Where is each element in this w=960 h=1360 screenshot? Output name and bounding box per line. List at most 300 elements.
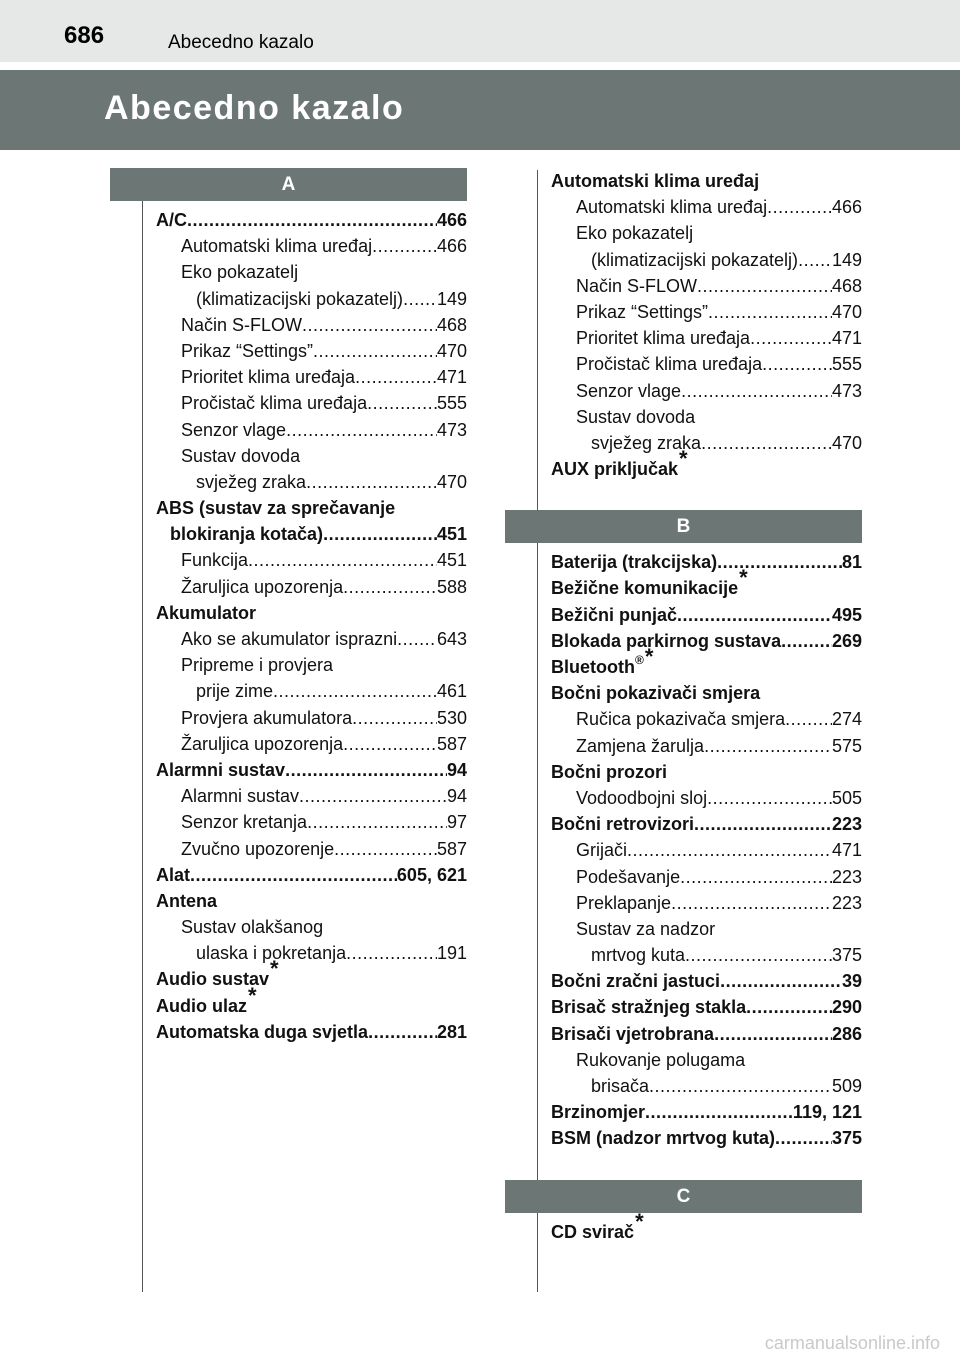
dot-leader	[323, 521, 437, 547]
dot-leader	[355, 364, 437, 390]
index-entry-text: Preklapanje	[576, 892, 672, 913]
index-entry-term	[181, 809, 307, 835]
dot-leader	[677, 602, 832, 628]
index-entry	[551, 1021, 862, 1047]
dot-leader	[368, 1019, 437, 1045]
index-entry-page: 530	[436, 707, 467, 728]
dot-leader	[708, 299, 832, 325]
dot-leader	[680, 864, 832, 890]
index-entry	[156, 259, 467, 285]
index-entry-text: BSM (nadzor mrtvog kuta)	[551, 1128, 776, 1149]
index-entry-term	[551, 644, 654, 680]
index-entry-page: 466	[436, 236, 467, 257]
index-entry	[551, 351, 862, 377]
index-entry-page: 555	[831, 354, 862, 375]
index-entry-term	[576, 837, 627, 863]
index-entry	[156, 207, 467, 233]
index-entry-page: 223	[831, 866, 862, 887]
index-entry	[551, 549, 862, 575]
index-entry-text: AUX priključak	[551, 459, 679, 480]
index-entry-term	[170, 521, 323, 547]
index-entry-term	[181, 390, 367, 416]
index-entry-term	[156, 207, 187, 233]
index-entry-list	[551, 168, 862, 482]
dot-leader	[372, 233, 437, 259]
index-entry-page: 473	[436, 419, 467, 440]
index-entry	[551, 706, 862, 732]
index-entry-text: Blokada parkirnog sustava	[551, 630, 782, 651]
index-entry-term	[591, 942, 685, 968]
index-entry-term	[551, 680, 760, 706]
dot-leader	[717, 549, 842, 575]
index-entry	[156, 731, 467, 757]
index-entry-term	[576, 916, 715, 942]
index-entry-page: 81	[841, 552, 862, 573]
index-entry-page: 509	[831, 1076, 862, 1096]
dot-leader	[190, 862, 397, 888]
dot-leader	[187, 207, 437, 233]
index-entry	[156, 312, 467, 338]
index-entry-term	[181, 652, 333, 678]
index-entry	[156, 469, 467, 495]
index-entry-page: 223	[831, 892, 862, 913]
index-entry-text: Baterija (trakcijska)	[551, 552, 718, 573]
index-entry	[156, 574, 467, 600]
letter-heading-c: C	[505, 1180, 862, 1213]
index-entry-text: Senzor vlage	[181, 419, 287, 440]
index-entry-text: Audio sustav	[156, 969, 270, 990]
index-entry-term	[591, 1073, 649, 1099]
dot-leader	[306, 469, 437, 495]
right-column	[505, 168, 862, 1245]
index-entry-page: 375	[831, 945, 862, 966]
index-entry-text: Sustav za nadzor	[576, 918, 716, 939]
index-entry	[551, 168, 862, 194]
index-entry-term	[551, 168, 759, 194]
index-entry-page: 555	[436, 393, 467, 414]
dot-leader	[343, 574, 437, 600]
index-entry-text: Prikaz “Settings”	[576, 301, 709, 322]
index-entry-text: Prioritet klima uređaja	[576, 328, 751, 349]
dot-leader	[707, 785, 832, 811]
index-entry-list	[551, 1208, 862, 1245]
index-entry-text: Pročistač klima uređaja	[181, 393, 368, 414]
index-entry	[551, 404, 862, 430]
index-entry	[551, 890, 862, 916]
index-entry	[551, 1047, 862, 1073]
index-entry-text: Rukovanje polugama	[576, 1049, 746, 1070]
dot-leader	[334, 836, 437, 862]
dot-leader	[627, 837, 832, 863]
index-entry-text: Način S-FLOW	[576, 275, 698, 296]
index-entry-text: Brisač stražnjeg stakla	[551, 997, 747, 1018]
index-entry-text: ABS (sustav za sprečavanje	[156, 498, 396, 519]
index-entry	[551, 1099, 862, 1125]
index-entry	[156, 940, 467, 966]
index-entry-term	[576, 194, 767, 220]
index-entry	[156, 600, 467, 626]
index-entry	[156, 678, 467, 704]
index-entry	[156, 547, 467, 573]
index-entry-text: Automatska duga svjetla	[156, 1021, 369, 1042]
dot-leader	[781, 628, 832, 654]
index-entry-term	[551, 1125, 775, 1151]
index-entry-term	[181, 626, 397, 652]
index-entry-page: 505	[831, 787, 862, 808]
index-entry-term	[576, 220, 693, 246]
index-entry-page: 495	[831, 604, 862, 625]
dot-leader	[775, 1125, 832, 1151]
dot-leader	[397, 626, 437, 652]
index-entry-page: 575	[831, 735, 862, 756]
index-entry-text: Akumulator	[156, 602, 257, 623]
dot-leader	[285, 757, 447, 783]
index-entry-term	[551, 1208, 644, 1245]
dot-leader	[302, 312, 437, 338]
dot-leader	[671, 890, 832, 916]
index-entry-text: svježeg zraka	[196, 471, 307, 492]
index-entry-term	[181, 417, 286, 443]
index-entry	[551, 565, 862, 601]
index-entry-page: 375	[831, 1128, 862, 1149]
index-entry	[551, 759, 862, 785]
index-entry-term	[576, 864, 680, 890]
footnote-asterisk: *	[679, 446, 688, 472]
index-entry-term	[551, 1099, 645, 1125]
index-entry-term	[576, 706, 785, 732]
footnote-asterisk: *	[635, 1208, 644, 1234]
index-entry-text: Bočni retrovizori	[551, 814, 695, 835]
index-entry-term	[576, 273, 697, 299]
index-entry	[551, 299, 862, 325]
index-entry-text: (klimatizacijski pokazatelj)	[196, 288, 404, 309]
index-entry-term	[156, 600, 256, 626]
index-entry-page: 223	[831, 814, 862, 835]
index-entry-term	[181, 574, 343, 600]
dot-leader	[720, 968, 842, 994]
index-entry-text: A/C	[156, 210, 187, 230]
index-entry	[551, 994, 862, 1020]
index-entry-text: Bočni prozori	[551, 761, 667, 782]
index-entry-term	[576, 299, 708, 325]
index-entry-page: 605, 621	[396, 864, 467, 885]
index-entry-text: prije zime	[196, 681, 274, 702]
index-entry	[551, 916, 862, 942]
index-entry	[551, 864, 862, 890]
index-entry-text: Brzinomjer	[551, 1102, 646, 1123]
dot-leader	[248, 547, 437, 573]
page-title: Abecedno kazalo	[104, 89, 405, 127]
index-entry-text: Alarmni sustav	[156, 759, 286, 780]
index-entry-term	[551, 1021, 714, 1047]
index-entry-page: 587	[436, 733, 467, 754]
index-entry-text: Automatski klima uređaj	[551, 171, 760, 191]
index-entry	[156, 626, 467, 652]
dot-leader	[286, 417, 437, 443]
index-entry-text: Funkcija	[181, 550, 249, 571]
dot-leader	[798, 247, 832, 273]
index-entry-text: Prioritet klima uređaja	[181, 367, 356, 388]
index-entry-term	[576, 325, 750, 351]
index-entry	[551, 446, 862, 482]
index-entry-page: 466	[436, 210, 467, 230]
letter-heading-b: B	[505, 510, 862, 543]
watermark: carmanualsonline.info	[764, 1333, 940, 1353]
index-entry-page: 473	[831, 380, 862, 401]
index-entry-list	[551, 549, 862, 1151]
index-entry	[156, 652, 467, 678]
dot-leader	[762, 351, 832, 377]
index-entry-page: 470	[436, 340, 467, 361]
index-entry-term	[156, 956, 279, 992]
index-entry	[156, 862, 467, 888]
index-entry-text: Ručica pokazivača smjera	[576, 709, 786, 730]
dot-leader	[746, 994, 832, 1020]
index-entry	[551, 942, 862, 968]
dot-leader	[403, 286, 437, 312]
dot-leader	[714, 1021, 832, 1047]
index-entry	[551, 733, 862, 759]
dot-leader	[645, 1099, 793, 1125]
index-entry-term	[551, 565, 748, 601]
index-entry-text: Sustav olakšanog	[181, 917, 324, 938]
index-entry-term	[551, 994, 746, 1020]
index-entry	[156, 956, 467, 992]
dot-leader	[685, 942, 832, 968]
index-entry	[156, 521, 467, 547]
index-entry-term	[181, 443, 300, 469]
index-entry	[551, 430, 862, 456]
index-entry	[551, 194, 862, 220]
index-entry-page: 470	[436, 471, 467, 492]
index-entry-term	[551, 602, 677, 628]
index-entry-term	[156, 888, 217, 914]
dot-leader	[767, 194, 832, 220]
index-entry-page: 286	[831, 1023, 862, 1044]
index-entry	[551, 628, 862, 654]
index-entry	[156, 888, 467, 914]
index-entry-page: 119, 121	[792, 1102, 862, 1123]
index-entry-term	[156, 495, 395, 521]
index-entry-page: 97	[446, 812, 467, 833]
index-entry-page: 588	[436, 576, 467, 597]
index-entry-text: Sustav dovoda	[576, 406, 696, 427]
dot-leader	[681, 378, 832, 404]
index-entry-term	[551, 446, 688, 482]
index-entry-page: 290	[831, 997, 862, 1018]
index-entry-term	[576, 785, 707, 811]
index-entry-page: 466	[831, 197, 862, 218]
index-entry-term	[181, 836, 334, 862]
index-entry	[551, 273, 862, 299]
index-entry-text: Bežične komunikacije	[551, 578, 739, 599]
index-entry-text: Zamjena žarulja	[576, 735, 705, 756]
index-entry	[156, 1019, 467, 1045]
index-entry-term	[181, 731, 343, 757]
index-entry-term	[181, 783, 299, 809]
index-entry-term	[156, 862, 190, 888]
index-entry-term	[576, 733, 704, 759]
index-entry-term	[551, 811, 694, 837]
index-entry-term	[576, 378, 681, 404]
index-entry-text: Alarmni sustav	[181, 786, 300, 807]
index-entry-term	[196, 286, 403, 312]
footnote-asterisk: *	[270, 956, 279, 982]
index-entry	[156, 443, 467, 469]
registered-mark: ®	[634, 653, 644, 667]
left-column	[110, 168, 467, 1045]
index-entry-text: Bočni zračni jastuci	[551, 971, 721, 992]
index-entry	[156, 417, 467, 443]
index-entry-text: Podešavanje	[576, 866, 681, 887]
dot-leader	[346, 940, 437, 966]
index-entry-text: ulaska i pokretanja	[196, 943, 347, 964]
index-entry-term	[181, 547, 248, 573]
index-entry-text: blokiranja kotača)	[170, 524, 324, 545]
index-entry	[551, 968, 862, 994]
index-entry-text: Automatski klima uređaj	[181, 236, 373, 257]
index-entry-text: mrtvog kuta	[591, 945, 686, 966]
index-entry-page: 471	[436, 367, 467, 388]
index-entry-page: 149	[831, 249, 862, 270]
dot-leader	[750, 325, 832, 351]
dot-leader	[343, 731, 437, 757]
index-entry	[156, 233, 467, 259]
index-entry	[156, 982, 467, 1019]
index-entry-text: Vodoodbojni sloj	[576, 787, 708, 808]
index-entry-page: 451	[436, 550, 467, 571]
dot-leader	[367, 390, 437, 416]
index-entry	[156, 757, 467, 783]
index-entry	[551, 680, 862, 706]
index-entry-term	[156, 982, 257, 1019]
index-entry-text: Brisači vjetrobrana	[551, 1023, 715, 1044]
index-entry-text: Pročistač klima uređaja	[576, 354, 763, 375]
index-entry-term	[576, 404, 695, 430]
index-entry	[551, 220, 862, 246]
index-entry-page: 470	[831, 432, 862, 453]
index-entry-term	[576, 1047, 745, 1073]
index-entry-term	[551, 549, 717, 575]
index-entry-term	[196, 678, 273, 704]
index-entry-page: 191	[436, 943, 467, 964]
index-entry-text: Žaruljica upozorenja	[181, 576, 344, 597]
dot-leader	[694, 811, 832, 837]
dot-leader	[649, 1073, 832, 1099]
index-entry	[551, 811, 862, 837]
index-entry-term	[181, 233, 372, 259]
index-entry-page: 470	[831, 301, 862, 322]
index-entry	[551, 378, 862, 404]
index-entry	[551, 1208, 862, 1245]
index-entry-page: 274	[831, 709, 862, 730]
index-entry	[551, 325, 862, 351]
dot-leader	[701, 430, 832, 456]
dot-leader	[313, 338, 437, 364]
dot-leader	[352, 705, 437, 731]
dot-leader	[307, 809, 447, 835]
index-entry-list	[156, 207, 467, 1045]
index-entry-text: CD svirač	[551, 1221, 635, 1242]
index-entry-term	[181, 312, 302, 338]
index-entry-text: Antena	[156, 890, 218, 911]
index-entry-text: Eko pokazatelj	[181, 262, 299, 283]
index-entry	[156, 286, 467, 312]
index-entry-text: Zvučno upozorenje	[181, 838, 335, 859]
footnote-asterisk: *	[644, 644, 654, 669]
dot-leader	[785, 706, 832, 732]
index-entry	[156, 705, 467, 731]
index-entry-term	[551, 759, 667, 785]
index-entry-term	[181, 705, 352, 731]
index-entry	[551, 1073, 862, 1099]
index-entry-term	[576, 351, 762, 377]
index-entry-page: 468	[831, 275, 862, 296]
index-entry-page: 39	[841, 971, 862, 992]
index-entry-term	[551, 628, 781, 654]
page-number: 686	[64, 22, 105, 49]
index-entry	[156, 495, 467, 521]
footnote-asterisk: *	[248, 982, 257, 1008]
index-entry-text: Audio ulaz	[156, 995, 247, 1016]
index-entry-text: Žaruljica upozorenja	[181, 733, 344, 754]
index-entry-text: Senzor kretanja	[181, 812, 308, 833]
index-entry	[551, 837, 862, 863]
index-entry	[551, 785, 862, 811]
index-entry-term	[156, 1019, 368, 1045]
dot-leader	[697, 273, 832, 299]
dot-leader	[299, 783, 447, 809]
running-head: Abecedno kazalo	[168, 32, 314, 53]
index-entry-page: 94	[446, 759, 467, 780]
index-entry-term	[551, 968, 720, 994]
index-entry-text: Automatski klima uređaj	[576, 197, 768, 218]
index-entry-page: 468	[436, 314, 467, 335]
index-entry-text: svježeg zraka	[591, 432, 702, 453]
index-entry	[156, 914, 467, 940]
index-entry-text: Način S-FLOW	[181, 314, 303, 335]
index-entry-text: Prikaz “Settings”	[181, 340, 314, 361]
index-entry-term	[156, 757, 285, 783]
index-entry-text: Ako se akumulator isprazni	[181, 629, 398, 649]
index-entry	[551, 602, 862, 628]
index-entry	[156, 364, 467, 390]
footnote-asterisk: *	[739, 565, 748, 591]
index-entry-text: Grijači	[576, 840, 628, 861]
index-entry-text: Pripreme i provjera	[181, 655, 334, 676]
index-entry-term	[181, 364, 355, 390]
letter-heading-a: A	[110, 168, 467, 201]
index-entry-text: Alat	[156, 864, 191, 885]
index-entry-term	[181, 338, 313, 364]
index-entry-term	[591, 247, 798, 273]
top-header-bar	[0, 0, 960, 62]
index-entry	[156, 783, 467, 809]
index-entry-term	[196, 469, 306, 495]
index-entry	[156, 390, 467, 416]
dot-leader	[273, 678, 437, 704]
index-entry	[551, 247, 862, 273]
index-entry	[156, 338, 467, 364]
index-entry-term	[181, 259, 298, 285]
index-entry-page: 281	[436, 1021, 467, 1042]
index-entry-text: Bluetooth	[551, 657, 635, 677]
index-entry-page: 451	[436, 524, 467, 545]
index-entry-text: Provjera akumulatora	[181, 707, 353, 728]
index-entry-page: 587	[436, 838, 467, 859]
index-entry-page: 269	[831, 630, 862, 651]
index-entry	[156, 809, 467, 835]
